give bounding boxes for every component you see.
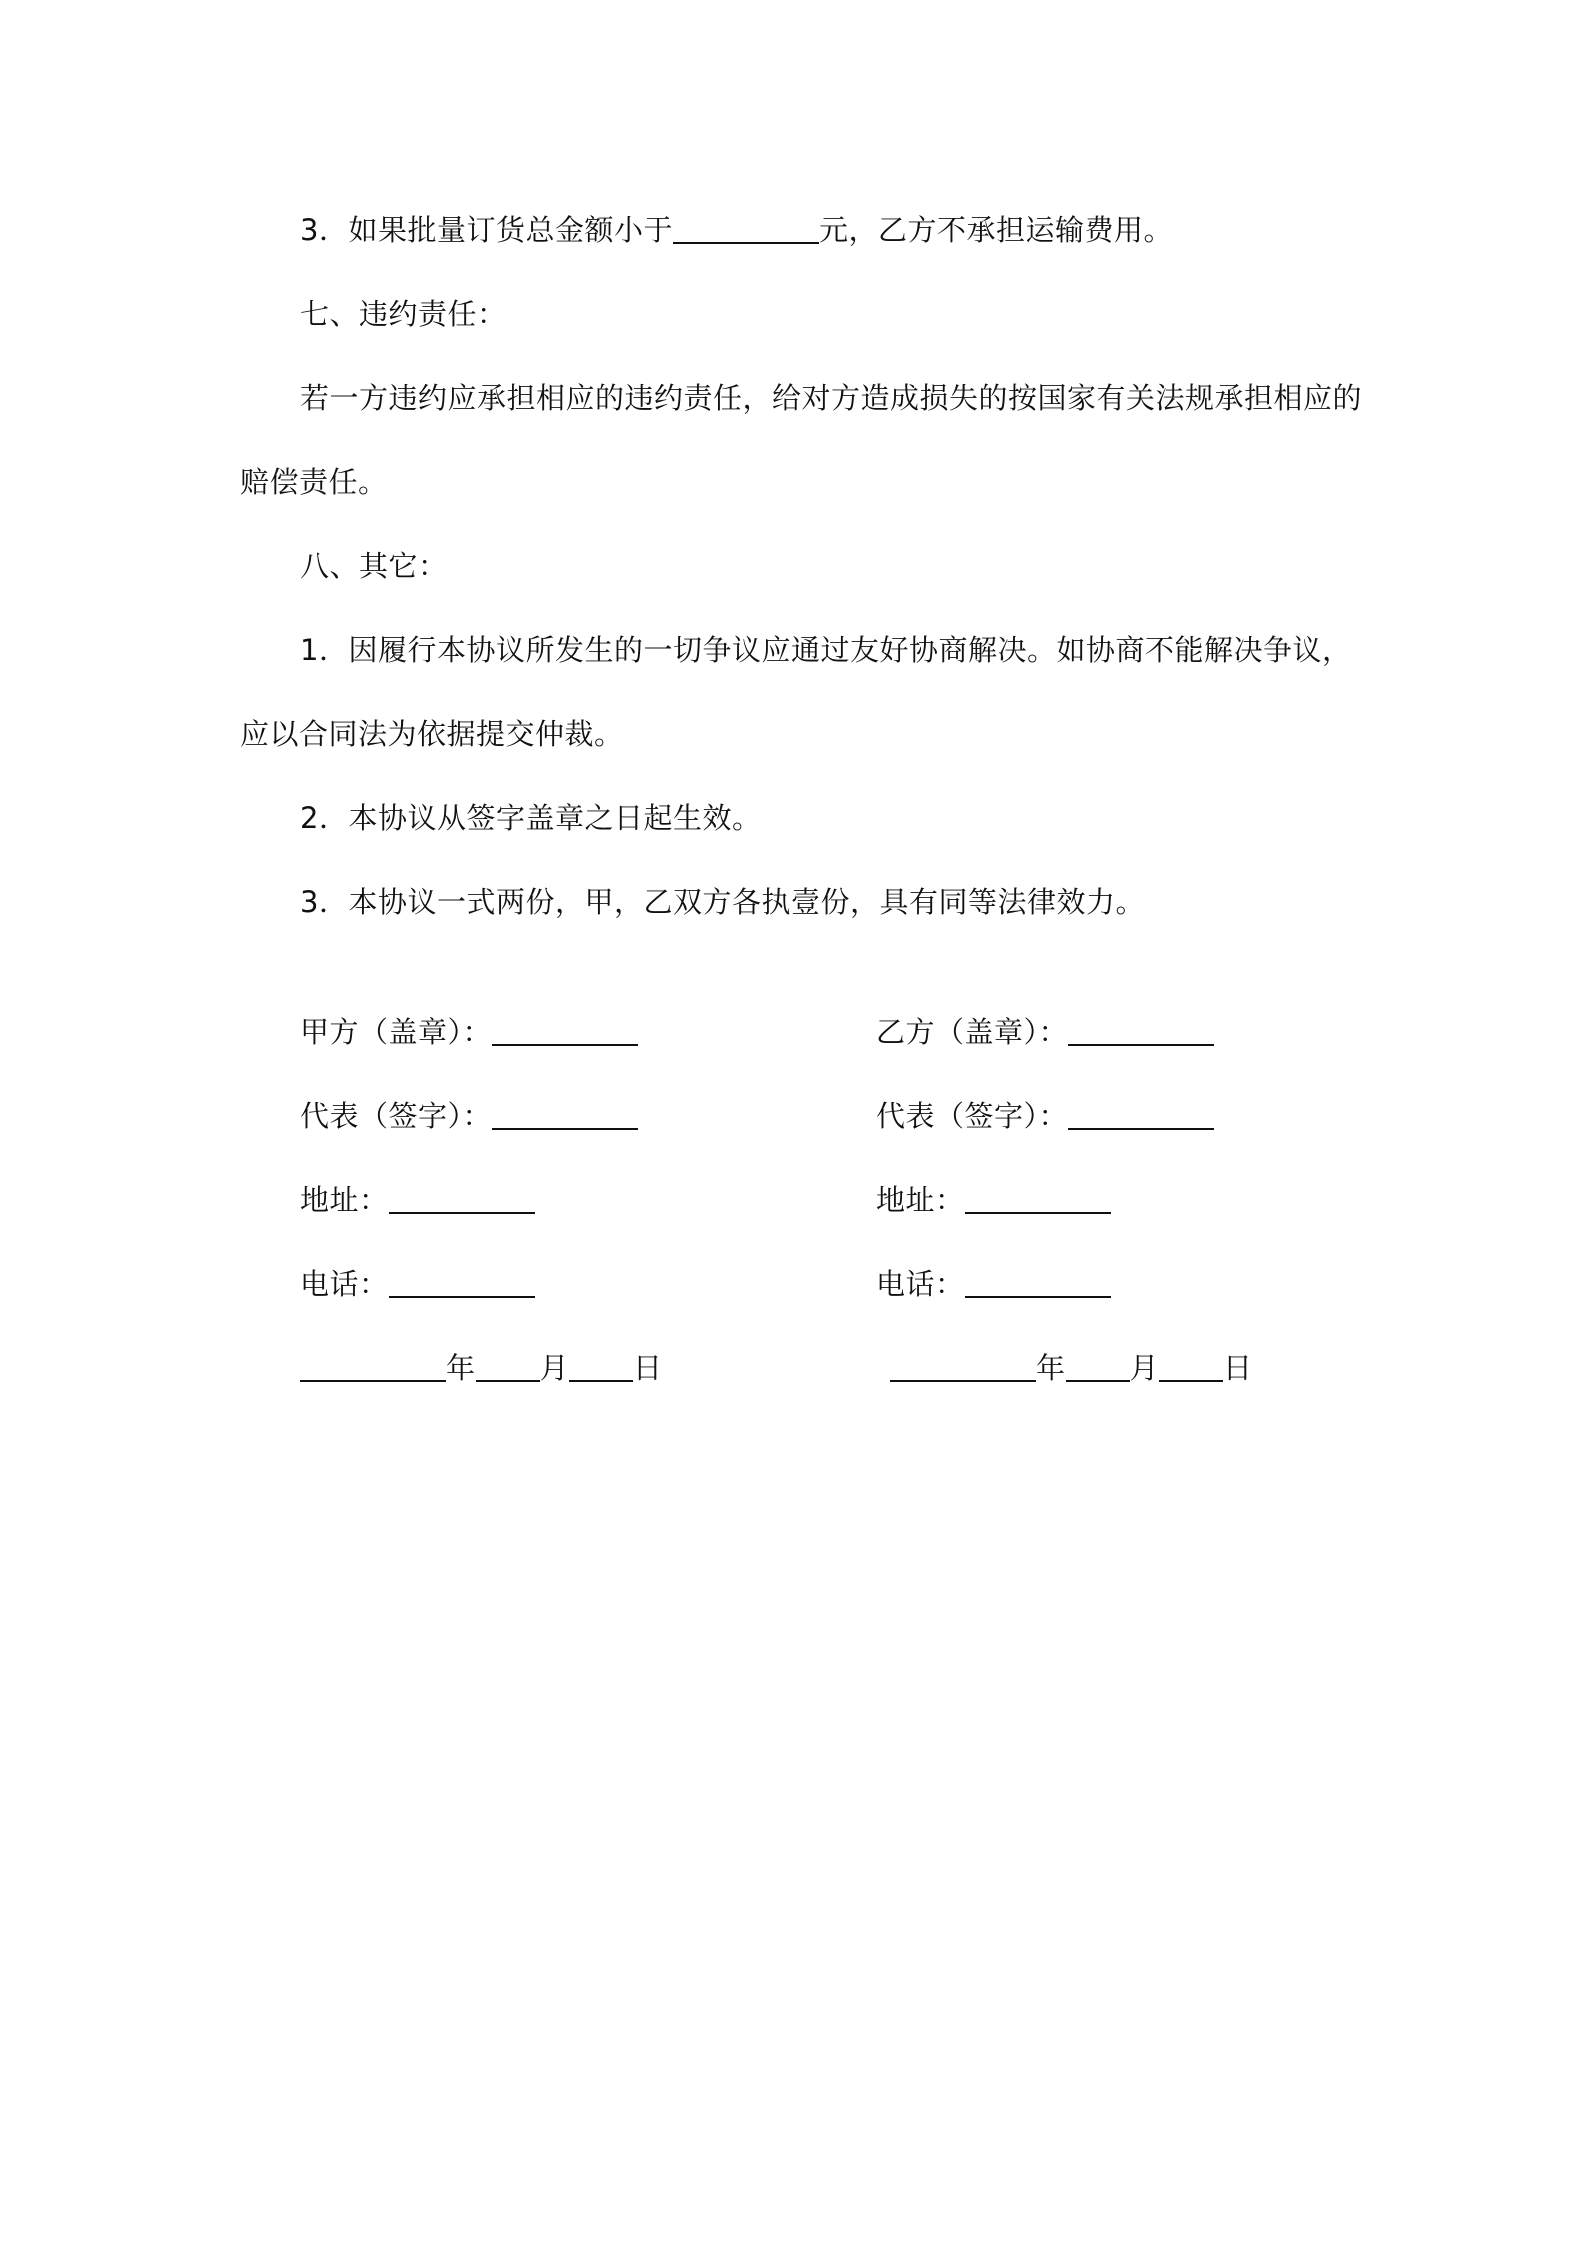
party-a-seal-row [300,1012,638,1052]
party-a-rep-label: 代表（签字）： [300,1099,493,1133]
clause-8-3: 3．本协议一式两份，甲，乙双方各执壹份，具有同等法律效力。 [300,885,1145,919]
clause-8-1-line2: 应以合同法为依据提交仲裁。 [240,717,624,751]
party-a-month-label: 月 [539,1351,570,1385]
party-a-date-row [300,1348,663,1388]
amount-blank [673,212,819,244]
party-a-address-row [300,1180,535,1220]
party-b-month-blank [1066,1350,1130,1382]
clause-6-3-text-a: 3．如果批量订货总金额小于 [300,213,673,247]
party-b-rep-blank [1068,1098,1214,1130]
party-b-address-blank [965,1182,1111,1214]
party-a-seal-label: 甲方（盖章）： [300,1015,493,1049]
party-b-seal-label: 乙方（盖章）： [876,1015,1069,1049]
party-a-address-blank [389,1182,535,1214]
party-b-seal-row [876,1012,1214,1052]
party-b-address-row [876,1180,1111,1220]
party-b-rep-label: 代表（签字）： [876,1099,1069,1133]
party-a-phone-blank [389,1266,535,1298]
section-8-heading: 八、其它： [300,549,448,583]
clause-6-3 [300,210,1173,250]
party-a-year-label: 年 [446,1351,476,1385]
party-b-year-blank [890,1350,1036,1382]
party-a-rep-row [300,1096,638,1136]
party-a-day-label: 日 [633,1351,663,1385]
party-b-phone-row [876,1264,1111,1304]
party-b-phone-label: 电话： [876,1267,965,1301]
clause-8-1-line1: 1．因履行本协议所发生的一切争议应通过友好协商解决。如协商不能解决争议， [300,633,1352,667]
party-b-seal-blank [1068,1014,1214,1046]
party-b-month-label: 月 [1129,1351,1160,1385]
clause-6-3-text-b: 元，乙方不承担运输费用。 [818,213,1173,247]
party-a-year-blank [300,1350,446,1382]
section-7-heading: 七、违约责任： [300,297,507,331]
party-b-day-label: 日 [1223,1351,1253,1385]
party-a-phone-label: 电话： [300,1267,389,1301]
party-a-address-label: 地址： [300,1183,389,1217]
party-b-year-label: 年 [1036,1351,1066,1385]
party-b-address-label: 地址： [876,1183,965,1217]
party-b-day-blank [1159,1350,1223,1382]
party-b-phone-blank [965,1266,1111,1298]
party-a-month-blank [476,1350,540,1382]
party-a-seal-blank [492,1014,638,1046]
party-b-rep-row [876,1096,1214,1136]
party-a-day-blank [569,1350,633,1382]
section-7-paragraph-line2: 赔偿责任。 [240,465,388,499]
clause-8-2: 2．本协议从签字盖章之日起生效。 [300,801,762,835]
party-a-phone-row [300,1264,535,1304]
party-a-rep-blank [492,1098,638,1130]
party-b-date-row [890,1348,1253,1388]
section-7-paragraph-line1: 若一方违约应承担相应的违约责任，给对方造成损失的按国家有关法规承担相应的 [300,381,1363,415]
